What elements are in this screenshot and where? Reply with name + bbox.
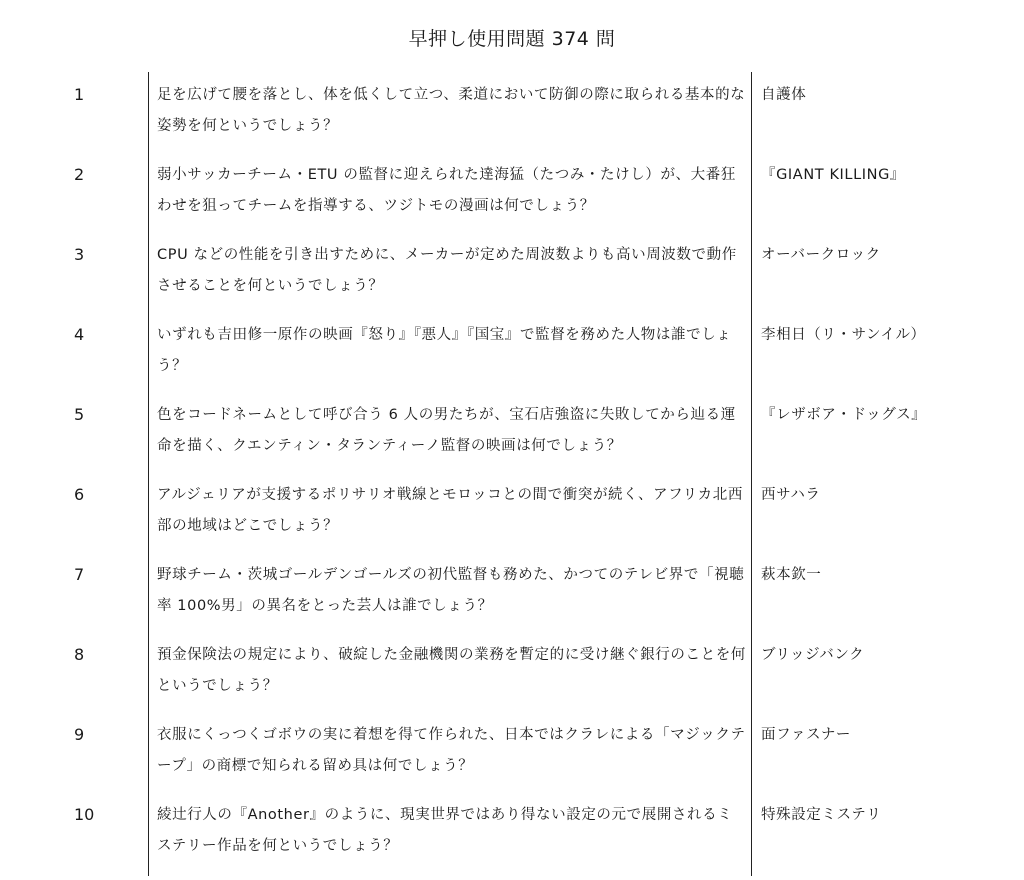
question-number: 9 bbox=[74, 725, 85, 744]
question-text: 足を広げて腰を落とし、体を低くして立つ、柔道において防御の際に取られる基本的な姿勢を何というでしょう？ bbox=[157, 87, 746, 134]
question-answer: 李相日（リ・サンイル） bbox=[761, 327, 926, 343]
question-row bbox=[0, 240, 1024, 320]
question-number: 10 bbox=[74, 805, 95, 824]
question-answer: 西サハラ bbox=[761, 487, 821, 503]
question-answer: 面ファスナー bbox=[761, 727, 852, 743]
page-title: 早押し使用問題 374 問 bbox=[408, 28, 616, 50]
question-row bbox=[0, 320, 1024, 400]
question-text: いずれも吉田修一原作の映画『怒り』『悪人』『国宝』で監督を務めた人物は誰でしょう？ bbox=[157, 327, 732, 374]
question-number: 7 bbox=[74, 565, 85, 584]
question-number: 3 bbox=[74, 245, 85, 264]
question-answer: 自護体 bbox=[761, 87, 807, 103]
question-row bbox=[0, 640, 1024, 720]
question-row bbox=[0, 400, 1024, 480]
question-row bbox=[0, 480, 1024, 560]
question-answer: 特殊設定ミステリ bbox=[761, 807, 882, 823]
question-number: 2 bbox=[74, 165, 85, 184]
question-text: CPU などの性能を引き出すために、メーカーが定めた周波数よりも高い周波数で動作させることを何というでしょう？ bbox=[157, 247, 737, 294]
question-answer: 『レザボア・ドッグス』 bbox=[761, 407, 927, 423]
question-row bbox=[0, 160, 1024, 240]
question-number: 6 bbox=[74, 485, 85, 504]
question-number: 1 bbox=[74, 85, 85, 104]
question-text: 預金保険法の規定により、破綻した金融機関の業務を暫定的に受け継ぐ銀行のことを何というでしょう？ bbox=[157, 647, 746, 694]
question-text: アルジェリアが支援するポリサリオ戦線とモロッコとの間で衝突が続く、アフリカ北西部の地域はどこでしょう？ bbox=[157, 487, 743, 534]
question-answer: ブリッジバンク bbox=[761, 647, 865, 663]
question-number: 5 bbox=[74, 405, 85, 424]
question-row bbox=[0, 560, 1024, 640]
question-answer: オーバークロック bbox=[761, 247, 881, 263]
question-row bbox=[0, 80, 1024, 160]
question-text: 綾辻行人の『Another』のように、現実世界ではあり得ない設定の元で展開されるミステリー作品を何というでしょう？ bbox=[157, 807, 733, 854]
question-table bbox=[0, 80, 1024, 880]
question-text: 色をコードネームとして呼び合う 6 人の男たちが、宝石店強盗に失敗してから辿る運命を描く、クエンティン・タランティーノ監督の映画は何でしょう？ bbox=[157, 407, 736, 454]
question-text: 弱小サッカーチーム・ETU の監督に迎えられた達海猛（たつみ・たけし）が、大番狂わせを狙ってチームを指導する、ツジトモの漫画は何でしょう？ bbox=[157, 167, 736, 214]
question-text: 衣服にくっつくゴボウの実に着想を得て作られた、日本ではクラレによる「マジックテープ」の商標で知られる留め具は何でしょう？ bbox=[157, 727, 746, 774]
question-answer: 『GIANT KILLING』 bbox=[761, 167, 906, 183]
question-number: 8 bbox=[74, 645, 85, 664]
question-number: 4 bbox=[74, 325, 85, 344]
question-text: 野球チーム・茨城ゴールデンゴールズの初代監督も務めた、かつてのテレビ界で「視聴率 100%男」の異名をとった芸人は誰でしょう？ bbox=[157, 567, 745, 614]
question-answer: 萩本欽一 bbox=[761, 567, 822, 583]
question-row bbox=[0, 800, 1024, 880]
question-row bbox=[0, 720, 1024, 800]
